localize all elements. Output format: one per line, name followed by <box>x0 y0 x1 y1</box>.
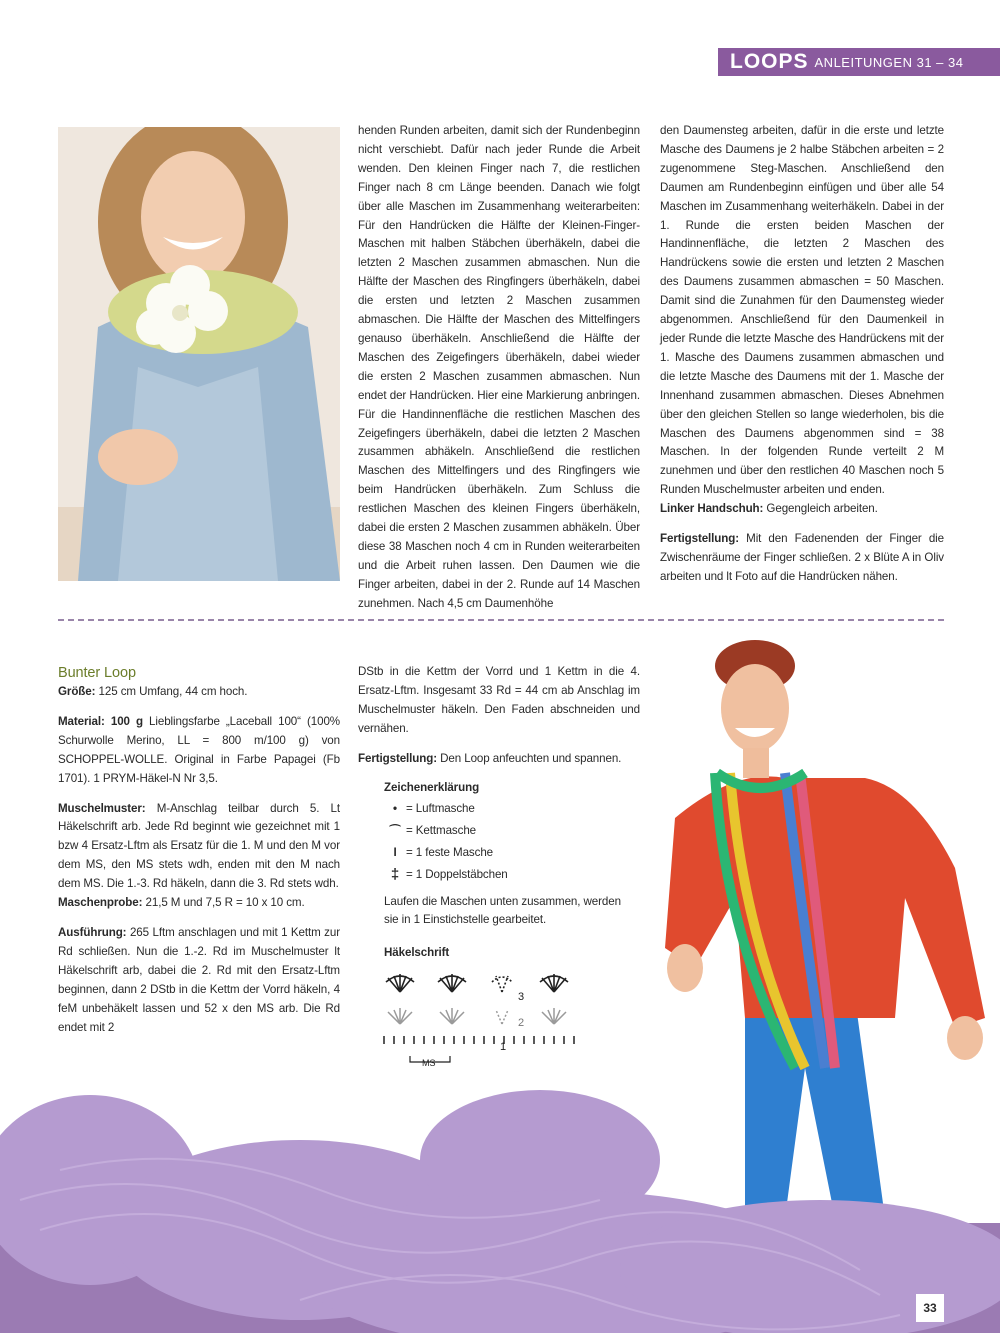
legend-text: = 1 Doppelstäbchen <box>406 868 508 882</box>
chain-stitch-symbol-icon: • <box>393 802 397 816</box>
upper-col2-paragraph-2 <box>660 500 944 519</box>
section-title: LOOPS <box>730 50 809 73</box>
upper-col2-paragraph-3 <box>660 530 944 587</box>
row-label-1: 1 <box>500 1041 507 1053</box>
groesse-paragraph <box>58 683 340 702</box>
section-subtitle: ANLEITUNGEN 31 – 34 <box>814 54 964 70</box>
fertigstellung-label-upper: Fertigstellung: <box>660 532 740 546</box>
maschenprobe-text: 21,5 M und 7,5 R = 10 x 10 cm. <box>142 896 305 910</box>
row-3-fans <box>386 974 568 992</box>
upper-text-column-1 <box>358 122 640 614</box>
linker-handschuh-text: Gegengleich arbeiten. <box>763 502 878 516</box>
page-number: 33 <box>916 1294 944 1322</box>
groesse-text: 125 cm Umfang, 44 cm hoch. <box>95 685 248 698</box>
legend <box>384 779 640 965</box>
lower-text-column-2 <box>358 663 640 964</box>
legend-text: = 1 feste Masche <box>406 846 494 860</box>
slip-stitch-symbol-icon: ⌒ <box>389 824 401 838</box>
row-1-stitches <box>384 1036 574 1044</box>
muschelmuster-label: Muschelmuster: <box>58 801 146 815</box>
material-label: Material: 100 g <box>58 714 143 728</box>
linker-handschuh-label: Linker Handschuh: <box>660 502 764 516</box>
muschelmuster-paragraph <box>58 800 340 895</box>
material-text: Lieblingsfarbe „Laceball 100“ (100% Schurwolle Merino, LL = 800 m/100 g) von SCHOPPEL-WOLLE. Original in Farbe Papagei (Fb 1701). 1 PRYM-Häkel-N Nr 3,5. <box>58 714 340 785</box>
legend-text: = Kettmasche <box>406 824 477 838</box>
single-crochet-symbol-icon: I <box>393 846 397 860</box>
legend-title: Zeichenerklärung <box>384 780 480 794</box>
fertigstellung-text-upper: Mit den Fadenenden der Finger die Zwischenräume der Finger schließen. 2 x Blüte A in Oliv arbeiten und lt Foto auf die Handrücken nähen. <box>660 532 944 583</box>
legend-row-luftmasche <box>384 799 640 821</box>
legend-row-kettmasche <box>384 821 640 843</box>
upper-col2-paragraph-1: den Daumensteg arbeiten, dafür in die erste und letzte Masche des Daumens je 2 halbe Stäbchen arbeiten = 2 zugenommene Steg-Maschen. Anschließend den Daumen am Rundenbeginn einfügen und über alle 54 Maschen im Zusammenhang weiterhäkeln. Dabei in der 1. Runde die ersten beiden Maschen der Handinnenfläche, die letzten 2 Maschen des Handrückens sowie die ersten und letzten 2 Maschen des Daumens zusammen abmaschen = 50 Maschen. Damit sind die Zunahmen für den Daumensteg wieder abgenommen. Anschließend für den Daumenkeil in jeder Runde die letzte Masche des Handrückens mit der 1. Masche des Daumens zusammen abmaschen und die letzte Masche des Daumens mit der 1. Masche der Innenhand zusammen abmaschen. Dieses Abnehmen über den gleichen Stellen so lange wiederholen, bis die Maschen des Daumens abgenommen sind = 38 Maschen. In der folgenden Runde verteilt 2 M zunehmen und über den restlichen 40 Maschen noch 5 Runden Muschelmuster arbeiten und enden. <box>660 124 944 497</box>
legend-text: = Luftmasche <box>406 802 475 816</box>
muschelmuster-text: M-Anschlag teilbar durch 5. Lt Häkelschrift arb. Jede Rd beginnt wie gezeichnet mit 1 bzw 4 Ersatz-Lftm als Ersatz für die 1. M und den M vor dem MS, den MS stets wdh, enden mit den M nach dem MS. Die 1.-3. Rd häkeln, dann die 3. Rd stets wdh. <box>58 801 340 891</box>
fertigstellung-label-lower: Fertigstellung: <box>358 751 438 765</box>
row-label-2: 2 <box>518 1017 525 1029</box>
double-treble-symbol-icon: ‡ <box>390 866 400 884</box>
upper-col1-paragraph: henden Runden arbeiten, damit sich der Rundenbeginn nicht verschiebt. Dafür nach jeder Runde die Arbeit wenden. Den kleinen Finger nach 7, die restlichen Finger nach 8 cm Länge beenden. Danach wie folgt über alle Maschen im Zusammenhang weiterarbeiten: Für den Handrücken die Hälfte der Kleinen-Finger-Maschen mit halben Stäbchen überhäkeln, dabei die letzten 2 Maschen zusammen abmaschen. Nun die Hälfte der Maschen des Ringfingers überhäkeln, dabei die ersten und letzten 2 Maschen zusammen abmaschen. Die Hälfte der Maschen des Mittelfingers genauso überhäkeln. Anschließend die Hälfte der Maschen des Zeigefingers überhäkeln, dabei wieder die ersten 2 Maschen zusammen abmaschen. Nun endet der Handrücken. Hier eine Markierung anbringen. Für die Handinnenfläche die restlichen Maschen des Zeigefingers überhäkeln, dabei die letzten 2 Maschen zusammen abhäkeln. Anschließend die restlichen Maschen des Mittelfingers und des Ringfingers wie beim Handrücken überhäkeln. Zum Schluss die restlichen Maschen des kleinen Fingers überhäkeln, dabei die ersten 2 Maschen zusammen abhäkeln. Über diese 38 Maschen noch 4 cm in Runden weiterarbeiten und die Arbeit ruhen lassen. Den Daumen wie die Finger arbeiten, dabei in der 2. Runde auf 14 Maschen zunehmen. Nach 4,5 cm Daumenhöhe <box>358 124 640 610</box>
ms-label: MS <box>422 1058 436 1068</box>
crochet-chart <box>380 970 590 1070</box>
fertigstellung-text-lower: Den Loop anfeuchten und spannen. <box>437 751 622 765</box>
pattern-title: Bunter Loop <box>58 665 136 681</box>
legend-row-feste-masche <box>384 843 640 865</box>
groesse-label: Größe: <box>58 685 96 698</box>
ausfuehrung-paragraph <box>58 924 340 1037</box>
row-2-fans <box>388 1008 566 1024</box>
lower-col2-paragraph-1: DStb in die Kettm der Vorrd und 1 Kettm in die 4. Ersatz-Lftm. Insgesamt 33 Rd = 44 cm ab Anschlag im Muschelmuster häkeln. Den Faden abschneiden und vernähen. <box>358 665 640 735</box>
fertigstellung-paragraph-lower <box>358 750 640 769</box>
section-divider <box>58 619 944 621</box>
yarn-skeins-image <box>0 1080 1000 1333</box>
legend-note: Laufen die Maschen unten zusammen, werden sie in 1 Einstichstelle gearbeitet. <box>384 894 621 927</box>
ausfuehrung-label: Ausführung: <box>58 925 127 939</box>
lower-text-column-1 <box>58 663 340 1037</box>
material-paragraph <box>58 713 340 789</box>
chart-title: Häkelschrift <box>384 946 450 960</box>
upper-text-column-2 <box>660 122 944 587</box>
ausfuehrung-text: 265 Lftm anschlagen und mit 1 Kettm zur Rd schließen. Nun die 1.-2. Rd im Muschelmuster lt Häkelschrift arb, dabei die 2. Rd mit den Ersatz-Lftm beginnen, dann 2 DStb in die Kettm der Vorrd häkeln, 4 feM unbehäkelt lassen und 52 x den MS arb. Die Rd endet mit 2 <box>58 925 340 1034</box>
photo-woman-cowl <box>58 127 340 581</box>
maschenprobe-paragraph <box>58 894 340 913</box>
legend-row-doppelstaebchen <box>384 865 640 887</box>
section-header <box>718 48 1000 76</box>
row-label-3: 3 <box>518 991 525 1003</box>
maschenprobe-label: Maschenprobe: <box>58 896 143 910</box>
